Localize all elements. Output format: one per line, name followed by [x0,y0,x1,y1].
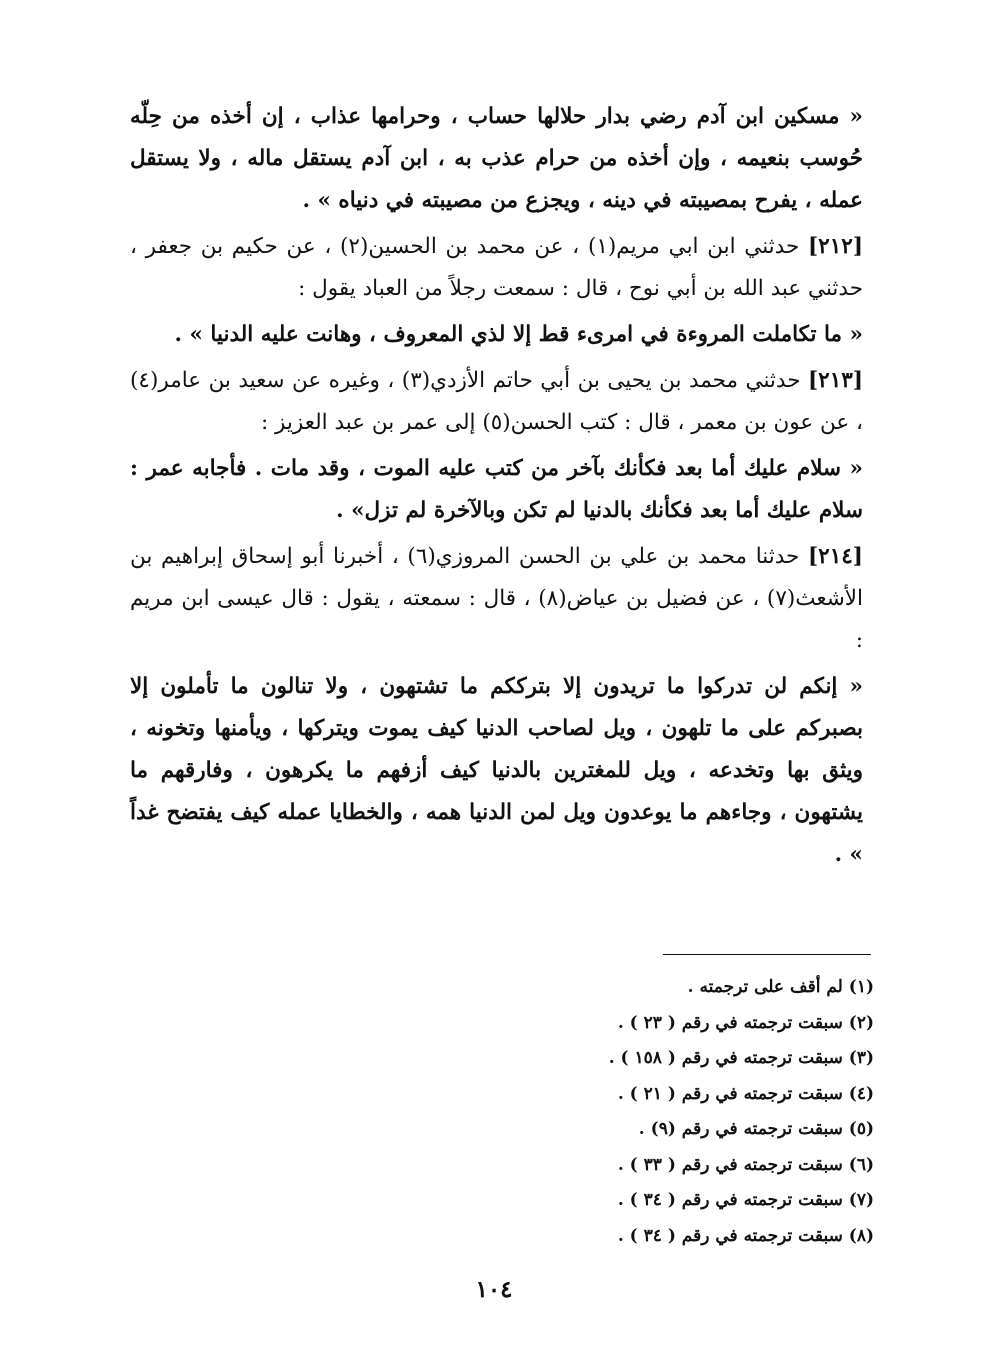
quote-paragraph-2: « ما تكاملت المروءة في امرىء قط إلا لذي المعروف ، وهانت عليه الدنيا » . [174,322,863,347]
narration-213 [130,360,863,444]
narration-text: حدثني ابن ابي مريم(١) ، عن محمد بن الحسين(٢) ، عن حكيم بن جعفر ، حدثني عبد الله بن أبي نوح ، قال : سمعت رجلاً من العباد يقول : [130,234,863,301]
narration-214 [130,536,863,662]
quote-paragraph-3: « سلام عليك أما بعد فكأنك بآخر من كتب عليه الموت ، وقد مات . فأجابه عمر : سلام عليك أما بعد فكأنك بالدنيا لم تكن وبالآخرة لم تزل» . [130,456,863,523]
narration-212 [130,226,863,310]
narration-number: [٢١٣] [807,368,863,393]
footnote-5: (٥) سبقت ترجمته في رقم (٩) . [638,1119,874,1139]
narration-text: حدثنا محمد بن علي بن الحسن المروزي(٦) ، أخبرنا أبو إسحاق إبراهيم بن الأشعث(٧) ، عن فضيل بن عياض(٨) ، قال : سمعته ، يقول : قال عيسى ابن مريم : [130,544,863,653]
footnote-1: (١) لم أقف على ترجمته . [687,977,874,997]
footnote-divider [663,954,871,955]
narration-number: [٢١٢] [807,234,863,259]
quote-paragraph-4: « إنكم لن تدركوا ما تريدون إلا بترككم ما تشتهون ، ولا تنالون ما تأملون إلا بصبركم على ما تلهون ، ويل لصاحب الدنيا كيف يموت ويتركها ، ويأمنها وتخونه ، ويثق بها وتخدعه ، ويل للمغترين بالدنيا كيف أزفهم ما يكرهون ، وفارقهم ما يشتهون ، وجاءهم ما يوعدون ويل لمن الدنيا همه ، والخطايا عمله كيف يفتضح غداً » . [130,674,863,867]
footnote-3: (٣) سبقت ترجمته في رقم ( ١٥٨ ) . [608,1048,874,1068]
page-number: ١٠٤ [475,1276,513,1303]
footnote-2: (٢) سبقت ترجمته في رقم ( ٢٣ ) . [617,1012,874,1033]
quote-paragraph-1: « مسكين ابن آدم رضي بدار حلالها حساب ، وحرامها عذاب ، إن أخذه من حِلّه حُوسب بنعيمه ، وإن أخذه من حرام عذب به ، ابن آدم يستقل ماله ، ولا يستقل عمله ، يفرح بمصيبته في دينه ، ويجزع من مصيبته في دنياه » . [130,104,863,213]
narration-text: حدثني محمد بن يحيى بن أبي حاتم الأزدي(٣) ، وغيره عن سعيد بن عامر(٤) ، عن عون بن معمر ، قال : كتب الحسن(٥) إلى عمر بن عبد العزيز : [130,368,863,435]
narration-number: [٢١٤] [807,544,863,569]
footnotes-list [374,970,874,1254]
footnote-7: (٧) سبقت ترجمته في رقم ( ٣٤ ) . [617,1190,874,1210]
footnote-8: (٨) سبقت ترجمته في رقم ( ٣٤ ) . [617,1225,874,1246]
footnote-4: (٤) سبقت ترجمته في رقم ( ٢١ ) . [617,1083,874,1104]
footnote-6: (٦) سبقت ترجمته في رقم ( ٣٣ ) . [617,1154,874,1175]
main-text [130,96,863,880]
